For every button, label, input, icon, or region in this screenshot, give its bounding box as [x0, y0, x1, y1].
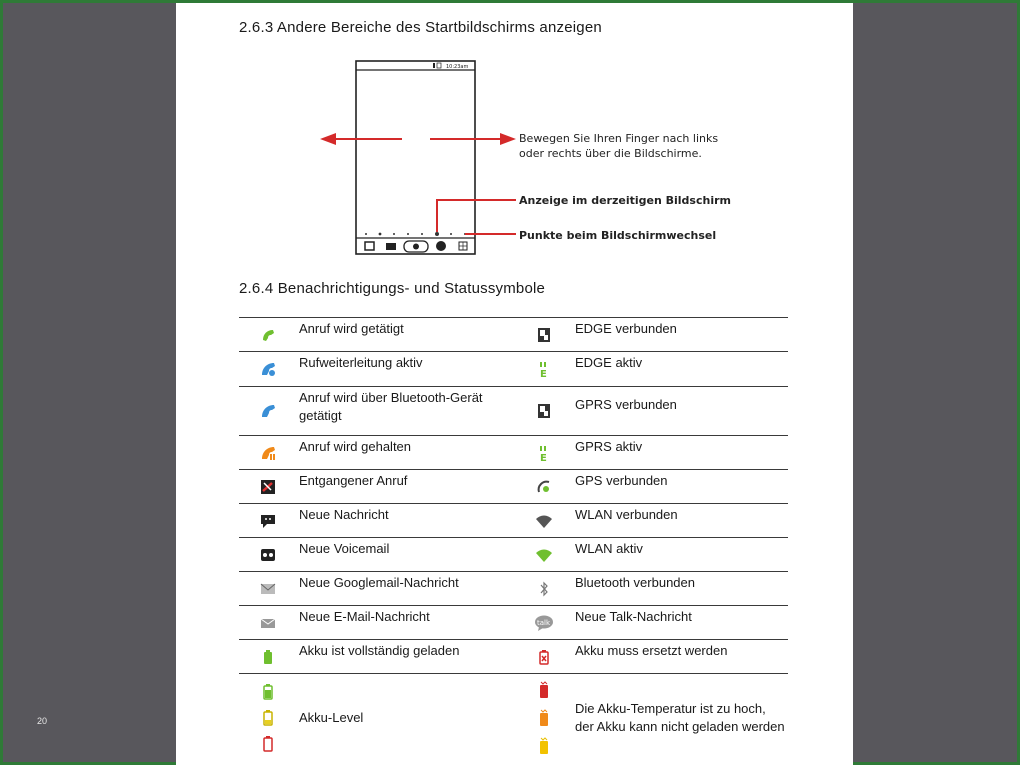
table-row	[239, 318, 788, 352]
battery-full-icon	[259, 648, 277, 666]
gprs-active-icon	[535, 444, 553, 462]
wifi-connected-icon	[535, 512, 553, 530]
gmail-icon	[259, 580, 277, 598]
new-message-icon	[259, 512, 277, 530]
email-icon	[259, 614, 277, 632]
label-missed-call: Entgangener Anruf	[299, 472, 408, 488]
annotation-swipe-line1: Bewegen Sie Ihren Finger nach links	[519, 132, 719, 145]
label-bluetooth: Bluetooth verbunden	[575, 574, 695, 590]
bluetooth-icon	[535, 580, 553, 598]
table-row	[239, 538, 788, 572]
battery-hot-orange-icon	[537, 709, 551, 727]
table-row	[239, 352, 788, 387]
table-row	[239, 606, 788, 640]
page-number: 20	[37, 716, 48, 726]
bluetooth-call-icon	[259, 402, 277, 420]
document-page	[176, 3, 853, 765]
label-gprs-connected: GPRS verbunden	[575, 397, 677, 412]
gps-icon	[535, 478, 553, 496]
phone-outline	[356, 61, 475, 254]
label-battery-temp-line1: Die Akku-Temperatur ist zu hoch,	[575, 700, 766, 716]
edge-active-icon	[535, 360, 553, 378]
label-call-active: Anruf wird getätigt	[299, 320, 404, 336]
label-gps: GPS verbunden	[575, 472, 668, 488]
table-row	[239, 572, 788, 606]
table-row	[239, 387, 788, 436]
section-heading-startscreen: 2.6.3 Andere Bereiche des Startbildschirms anzeigen	[239, 19, 602, 36]
label-edge-connected: EDGE verbunden	[575, 320, 677, 336]
label-talk: Neue Talk-Nachricht	[575, 608, 692, 624]
svg-text:talk: talk	[537, 618, 551, 627]
svg-text:E: E	[540, 452, 547, 462]
missed-call-icon	[259, 478, 277, 496]
talk-icon	[534, 614, 554, 632]
battery-level-high-icon	[261, 684, 275, 700]
gprs-connected-icon	[535, 402, 553, 420]
label-call-forward: Rufweiterleitung aktiv	[299, 355, 423, 370]
call-green-icon	[259, 326, 277, 344]
annotation-dots: Punkte beim Bildschirmwechsel	[519, 229, 717, 242]
edge-connected-icon	[535, 326, 553, 344]
annotation-swipe	[519, 131, 718, 161]
label-gmail: Neue Googlemail-Nachricht	[299, 574, 459, 590]
battery-level-medium-icon	[261, 710, 275, 726]
voicemail-icon	[259, 546, 277, 564]
label-wifi-connected: WLAN verbunden	[575, 506, 678, 522]
label-wifi-active: WLAN aktiv	[575, 540, 643, 556]
label-voicemail: Neue Voicemail	[299, 540, 390, 556]
phone-status-time: 10:23am	[446, 64, 469, 70]
svg-text:E: E	[540, 369, 547, 378]
label-battery-level: Akku-Level	[299, 709, 364, 725]
annotation-swipe-line2: oder rechts über die Bildschirme.	[519, 147, 702, 160]
table-row	[239, 436, 788, 470]
label-call-hold: Anruf wird gehalten	[299, 438, 412, 454]
label-battery-temp-line2: der Akku kann nicht geladen werden	[575, 718, 785, 734]
battery-hot-red-icon	[537, 681, 551, 699]
battery-replace-icon	[535, 648, 553, 666]
label-battery-full: Akku ist vollständig geladen	[299, 642, 460, 658]
table-row	[239, 504, 788, 538]
label-edge-active: EDGE aktiv	[575, 355, 643, 370]
section-heading-symbols: 2.6.4 Benachrichtigungs- und Statussymbole	[239, 280, 546, 297]
status-symbols-table	[239, 317, 788, 762]
wifi-active-icon	[535, 546, 553, 564]
label-battery-replace: Akku muss ersetzt werden	[575, 642, 728, 658]
label-gprs-active: GPRS aktiv	[575, 438, 643, 454]
annotation-indicator: Anzeige im derzeitigen Bildschirm	[519, 194, 731, 207]
label-new-message: Neue Nachricht	[299, 506, 389, 522]
battery-temperature-icons	[515, 681, 573, 755]
table-row	[239, 640, 788, 674]
call-forward-icon	[259, 360, 277, 378]
call-hold-icon	[259, 444, 277, 462]
table-row	[239, 470, 788, 504]
battery-level-low-icon	[261, 736, 275, 752]
battery-hot-yellow-icon	[537, 737, 551, 755]
label-email: Neue E-Mail-Nachricht	[299, 608, 430, 624]
battery-level-icons	[239, 684, 297, 752]
label-bluetooth-call: Anruf wird über Bluetooth-Gerät getätigt	[299, 390, 483, 423]
table-row	[239, 674, 788, 762]
